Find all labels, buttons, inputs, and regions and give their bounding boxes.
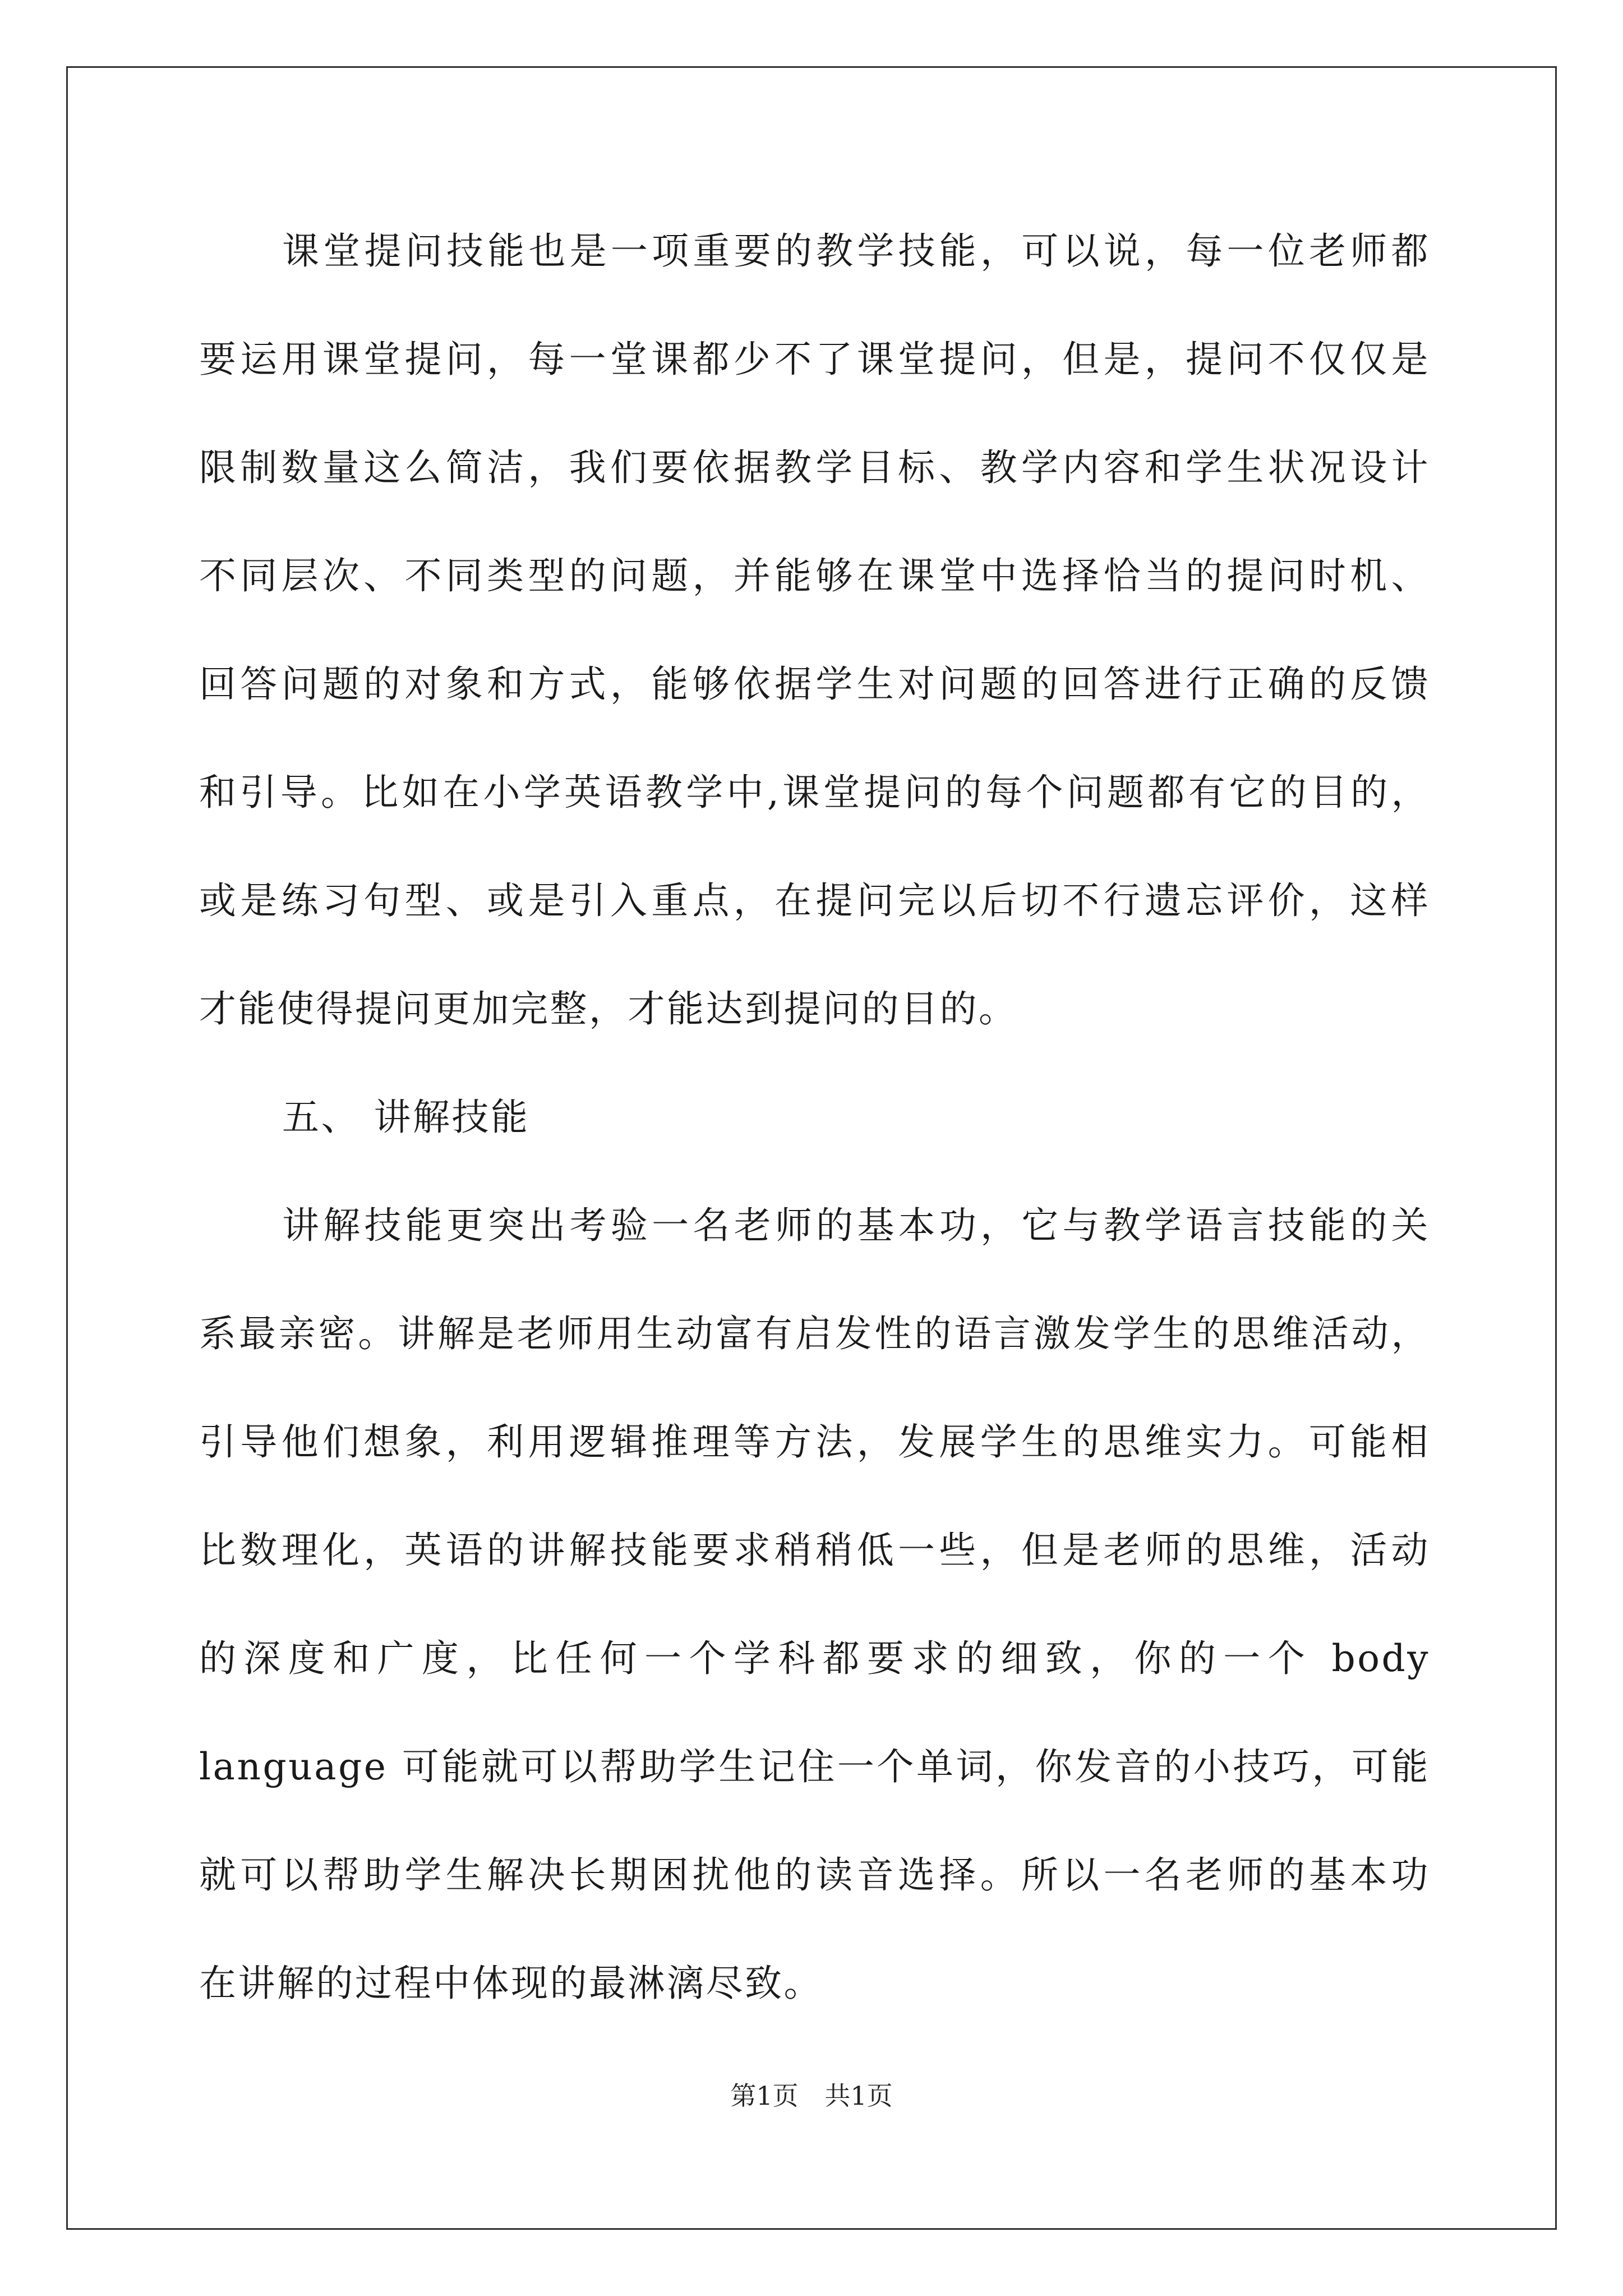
paragraph-line: 引导他们想象，利用逻辑推理等方法，发展学生的思维实力。可能相 bbox=[199, 1420, 1430, 1464]
paragraph-line: 要运用课堂提问，每一堂课都少不了课堂提问，但是，提问不仅仅是 bbox=[199, 338, 1430, 381]
paragraph-line: 不同层次、不同类型的问题，并能够在课堂中选择恰当的提问时机、 bbox=[199, 554, 1430, 597]
paragraph-line: 在讲解的过程中体现的最淋漓尽致。 bbox=[199, 1962, 823, 2005]
page-footer bbox=[0, 2076, 1623, 2113]
paragraph-line: 比数理化，英语的讲解技能要求稍稍低一些，但是老师的思维，活动 bbox=[199, 1529, 1430, 1572]
paragraph-line: 系最亲密。讲解是老师用生动富有启发性的语言激发学生的思维活动， bbox=[199, 1312, 1430, 1355]
paragraph-line: 回答问题的对象和方式，能够依据学生对问题的回答进行正确的反馈 bbox=[199, 662, 1430, 706]
paragraph-line: language 可能就可以帮助学生记住一个单词，你发音的小技巧，可能 bbox=[199, 1745, 1430, 1788]
paragraph-line: 才能使得提问更加完整，才能达到提问的目的。 bbox=[199, 987, 1018, 1030]
paragraph-line: 和引导。比如在小学英语教学中,课堂提问的每个问题都有它的目的， bbox=[199, 771, 1430, 814]
page-total: 共1页 bbox=[824, 2081, 893, 2111]
document-body bbox=[199, 224, 1430, 2065]
paragraph-line: 就可以帮助学生解决长期困扰他的读音选择。所以一名老师的基本功 bbox=[199, 1853, 1430, 1897]
paragraph-line: 讲解技能更突出考验一名老师的基本功，它与教学语言技能的关 bbox=[282, 1204, 1430, 1247]
paragraph-line: 课堂提问技能也是一项重要的教学技能，可以说，每一位老师都 bbox=[282, 229, 1430, 273]
section-heading: 五、 讲解技能 bbox=[282, 1096, 530, 1139]
paragraph-line: 的深度和广度，比任何一个学科都要求的细致，你的一个 body bbox=[199, 1637, 1430, 1680]
paragraph-line: 或是练习句型、或是引入重点，在提问完以后切不行遗忘评价，这样 bbox=[199, 879, 1430, 922]
paragraph-line: 限制数量这么简洁，我们要依据教学目标、教学内容和学生状况设计 bbox=[199, 446, 1430, 489]
page-number: 第1页 bbox=[730, 2081, 799, 2111]
